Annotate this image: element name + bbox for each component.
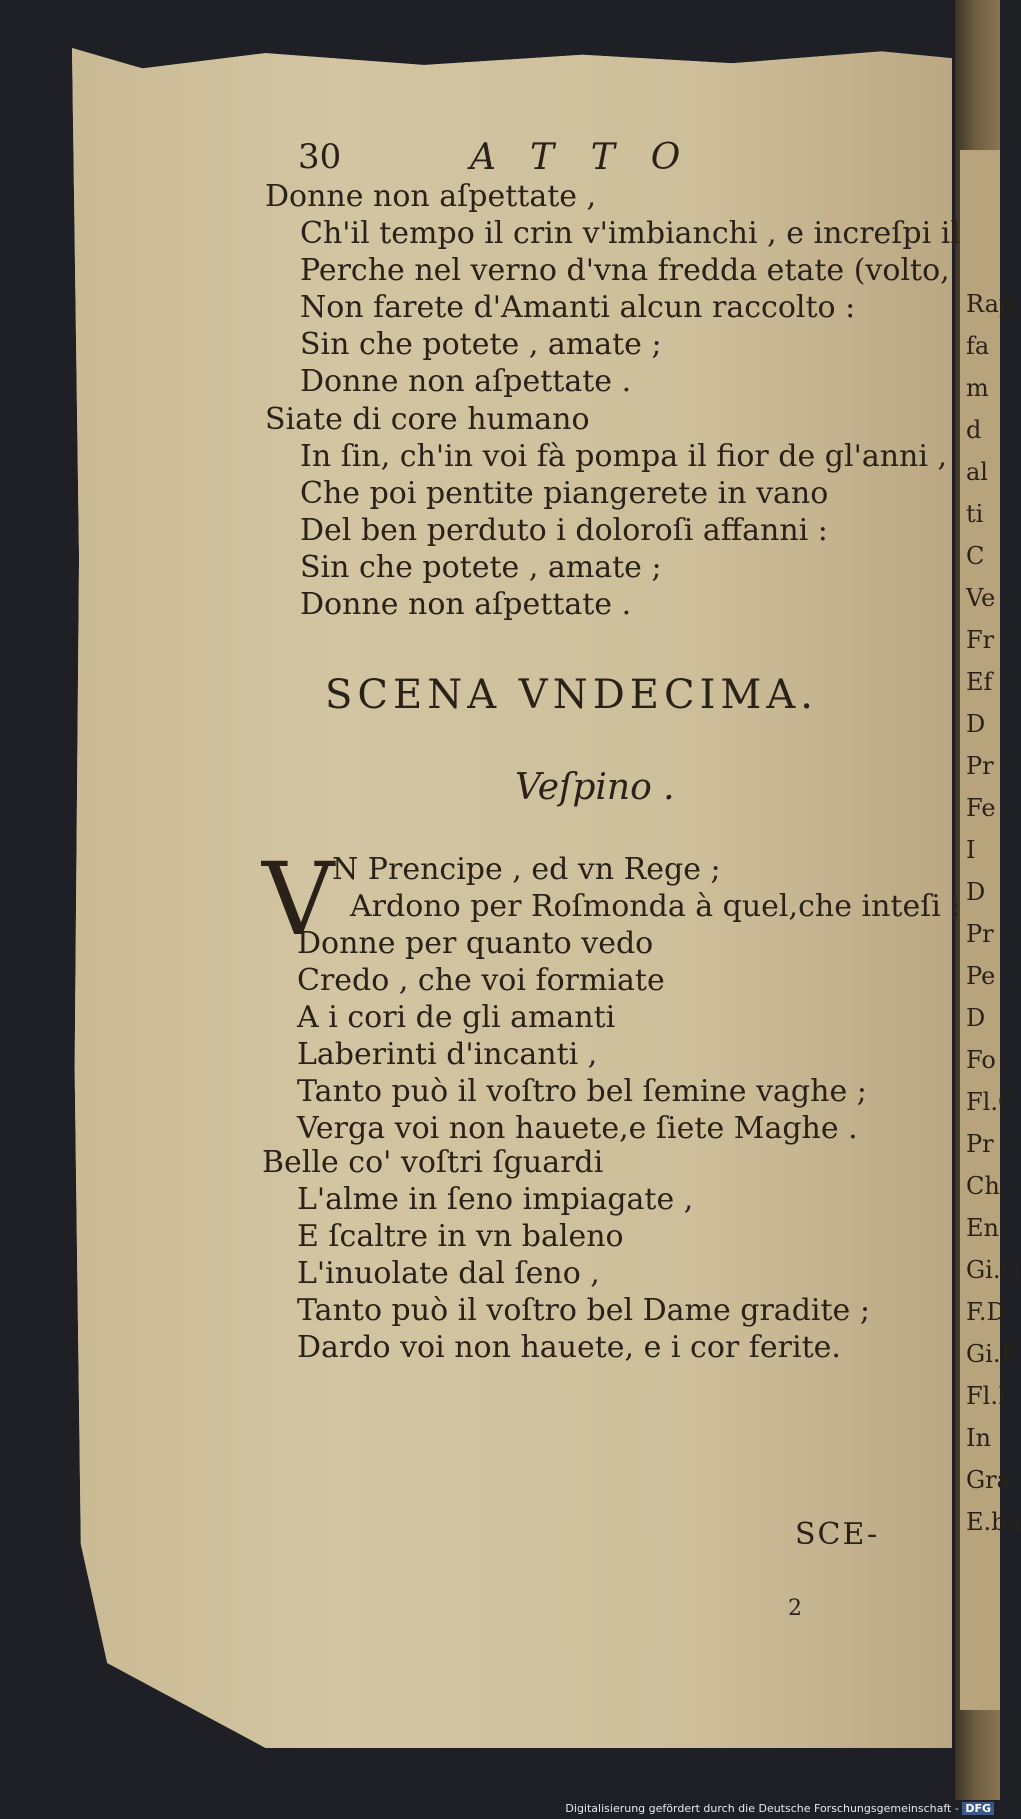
next-page-fragment: al xyxy=(966,458,988,486)
next-page-fragment: In xyxy=(966,1424,991,1452)
verse-line: Verga voi non hauete,e ſiete Maghe . xyxy=(297,1111,858,1146)
character-name: Veſpino . xyxy=(515,767,675,808)
signature-mark: 2 xyxy=(788,1596,802,1621)
next-page-fragment: Pr xyxy=(966,1130,994,1158)
next-page-fragment: Fo xyxy=(966,1046,996,1074)
next-page-fragment: ti xyxy=(966,500,984,528)
next-page-fragment: fa xyxy=(966,332,990,360)
verse-line: A i cori de gli amanti xyxy=(297,1000,616,1035)
next-page-fragment: Ef xyxy=(966,668,993,696)
verse-line: E ſcaltre in vn baleno xyxy=(297,1219,624,1254)
next-page-fragment: Pr xyxy=(966,920,994,948)
verse-line: Donne non aſpettate , xyxy=(265,179,597,214)
next-page-fragment: D xyxy=(966,710,986,738)
verse-line: Donne non aſpettate . xyxy=(300,364,632,399)
next-page-fragment: Gi.O xyxy=(966,1256,1021,1284)
next-page-fragment: Fr xyxy=(966,626,995,654)
verse-line: Sin che potete , amate ; xyxy=(300,327,662,362)
verse-line: Tanto può il voſtro bel ſemine vaghe ; xyxy=(297,1074,867,1109)
verse-line: Donne per quanto vedo xyxy=(297,926,654,961)
next-page-fragment: Gra xyxy=(966,1466,1011,1494)
scene-title: SCENA VNDECIMA. xyxy=(325,672,818,718)
next-page-fragment: I xyxy=(966,836,976,864)
next-page-fragment: E.ba xyxy=(966,1508,1021,1536)
verse-line: Tanto può il voſtro bel Dame gradite ; xyxy=(297,1293,870,1328)
next-page-fragment: Pe xyxy=(966,962,996,990)
next-page-fragment: Rap xyxy=(966,290,1015,318)
next-page-fragment: D xyxy=(966,1004,986,1032)
dfg-logo: DFG xyxy=(962,1802,994,1815)
next-page-fragment: Ch xyxy=(966,1172,1000,1200)
catchword: SCE- xyxy=(795,1517,880,1552)
verse-line: Sin che potete , amate ; xyxy=(300,550,662,585)
verse-line: L'alme in ſeno impiagate , xyxy=(297,1182,694,1217)
next-page-fragment: Ve xyxy=(966,584,996,612)
verse-line: Laberinti d'incanti , xyxy=(297,1037,598,1072)
next-page-fragment: C xyxy=(966,542,985,570)
verse-line: Belle co' voſtri ſguardi xyxy=(262,1145,604,1180)
verse-line: L'inuolate dal ſeno , xyxy=(297,1256,600,1291)
next-page-fragment: m xyxy=(966,374,989,402)
verse-line: Ardono per Roſmonda à quel,che inteſi : xyxy=(350,889,961,924)
next-page-fragment: Fl.L xyxy=(966,1382,1014,1410)
next-page-fragment: Fl.C xyxy=(966,1088,1017,1116)
next-page-fragment: D xyxy=(966,878,986,906)
verse-line: Che poi pentite piangerete in vano xyxy=(300,476,829,511)
verse-line: Non farete d'Amanti alcun raccolto : xyxy=(300,290,856,325)
digitization-footer xyxy=(565,1802,994,1815)
next-page-fragment: En xyxy=(966,1214,999,1242)
page-number: 30 xyxy=(298,137,342,177)
verse-line: Donne non aſpettate . xyxy=(300,587,632,622)
verse-line: Perche nel verno d'vna fredda etate (volto, xyxy=(300,253,950,288)
verse-line: Dardo voi non hauete, e i cor ferite. xyxy=(297,1330,841,1365)
next-page-fragment: Pr xyxy=(966,752,994,780)
footer-text: Digitalisierung gefördert durch die Deutsche Forschungsgemeinschaft - xyxy=(565,1802,959,1815)
verse-line: N Prencipe , ed vn Rege ; xyxy=(332,852,721,887)
next-page-fragment: d xyxy=(966,416,982,444)
next-page-fragment: F.D xyxy=(966,1298,1006,1326)
running-head: ATTO xyxy=(470,137,717,178)
verse-line: In ſin, ch'in voi fà pompa il fior de gl'anni , xyxy=(300,439,948,474)
verse-line: Ch'il tempo il crin v'imbianchi , e increſpi il xyxy=(300,216,960,251)
verse-line: Credo , che voi formiate xyxy=(297,963,665,998)
verse-line: Del ben perduto i doloroſi affanni : xyxy=(300,513,828,548)
next-page-fragment: Gi.F xyxy=(966,1340,1018,1368)
drop-cap: V xyxy=(262,841,335,958)
next-page-edge xyxy=(960,150,1021,1710)
verse-line: Siate di core humano xyxy=(265,402,590,437)
next-page-fragment: Fe xyxy=(966,794,996,822)
